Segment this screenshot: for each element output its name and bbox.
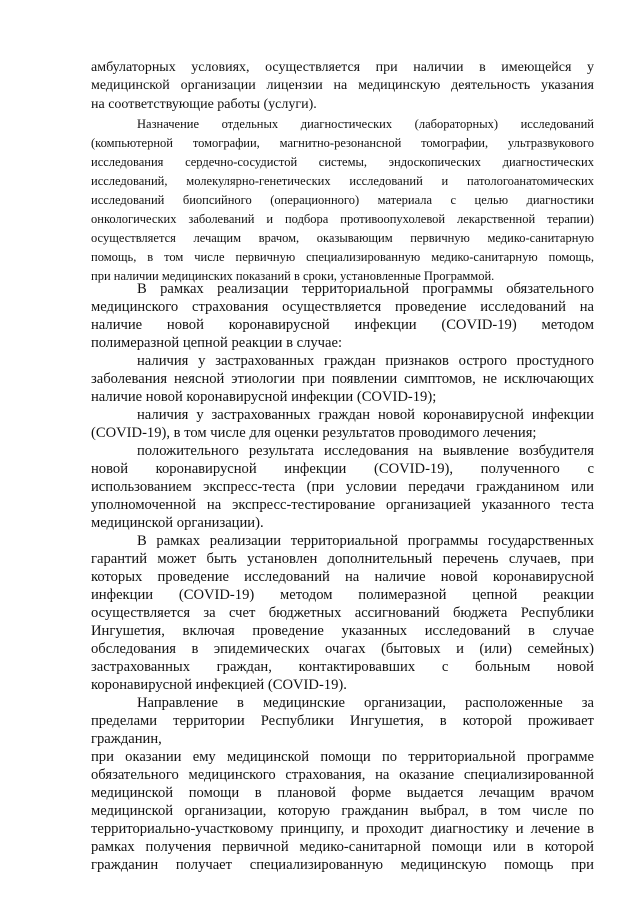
word: Республики — [260, 713, 334, 729]
word: при — [375, 60, 398, 75]
text-line — [137, 696, 594, 711]
word: осуществляется — [91, 231, 176, 245]
word: с — [441, 659, 449, 675]
word: установлен — [247, 551, 318, 567]
word: государственных — [487, 533, 594, 549]
word: застрахованных — [211, 407, 311, 423]
word: при — [91, 749, 114, 765]
word: выдается — [406, 785, 464, 801]
text-line — [137, 444, 594, 459]
text-line — [91, 714, 594, 729]
word: обязательного — [91, 767, 179, 783]
word: острого — [458, 353, 507, 369]
word: проживает — [527, 713, 594, 729]
word: наличие — [374, 569, 426, 585]
text-line — [91, 156, 594, 169]
word: плановой — [277, 785, 336, 801]
text-line — [91, 822, 594, 837]
word: инфекции — [91, 587, 154, 603]
word: использованием — [91, 479, 192, 495]
word: на — [418, 443, 433, 459]
word: программы — [407, 533, 479, 549]
word: граждан, — [216, 659, 272, 675]
word: больным — [474, 659, 531, 675]
word: по — [381, 749, 398, 765]
text-line: коронавирусной инфекцией (COVID-19). — [91, 677, 347, 693]
word: диагностических — [502, 155, 594, 169]
word: экспресс-теста — [203, 479, 296, 495]
word: территориальной — [408, 749, 516, 765]
word: помощи — [320, 749, 371, 765]
text-line — [91, 624, 594, 639]
word: целью — [474, 193, 509, 207]
word: биопсийного — [182, 193, 252, 207]
word: случае — [552, 623, 594, 639]
word: в — [254, 785, 262, 801]
word: медицинского — [91, 299, 179, 315]
word: появлении — [331, 371, 398, 387]
word: проведение — [394, 299, 467, 315]
text-line: гражданин, — [91, 731, 162, 747]
word: застрахованных — [91, 659, 190, 675]
word: исследований — [349, 174, 423, 188]
word: проведение — [252, 623, 324, 639]
text-line — [91, 213, 594, 226]
word: реализации — [209, 533, 282, 549]
word: рамках — [91, 839, 135, 855]
word: наличие — [91, 317, 143, 333]
word: новой — [556, 659, 594, 675]
word: лекарственной — [457, 212, 536, 226]
word: условиях, — [191, 60, 250, 75]
text-line — [91, 840, 594, 855]
word: граждан — [318, 407, 371, 423]
word: патологоанатомических — [467, 174, 594, 188]
word: гражданином — [476, 479, 560, 495]
text-line — [91, 786, 594, 801]
word: числе — [532, 803, 568, 819]
word: реакции — [543, 587, 594, 603]
word: материала — [377, 193, 433, 207]
word: результата — [248, 443, 314, 459]
word: новой — [377, 407, 415, 423]
text-line: медицинской организации). — [91, 515, 264, 531]
word: граждан — [324, 353, 376, 369]
word: лицензии — [266, 78, 323, 93]
word: медицинскую — [400, 857, 487, 873]
word: при — [571, 551, 594, 567]
word: на — [344, 569, 360, 585]
word: (лабораторных) — [414, 117, 499, 131]
text-line: при наличии медицинских показаний в сроки, установленные Программой. — [91, 269, 495, 283]
word: томографии, — [192, 136, 260, 150]
word: медицинского — [188, 767, 276, 783]
word: у — [586, 60, 594, 75]
word: оказание — [399, 767, 455, 783]
word: (COVID-19), — [374, 461, 454, 477]
word: дополнительный — [327, 551, 433, 567]
word: которой — [544, 839, 594, 855]
word: специализированной — [463, 767, 594, 783]
word: (операционного) — [270, 193, 360, 207]
word: территориальной — [290, 533, 399, 549]
word: организацией — [385, 497, 471, 513]
word: в — [479, 60, 486, 75]
word: коронавирусной — [228, 317, 330, 333]
word: диагностических — [300, 117, 393, 131]
word: системы, — [318, 155, 368, 169]
word: расположенные — [465, 695, 563, 711]
word: указанного — [481, 497, 551, 513]
word: молекулярно-генетических — [186, 174, 331, 188]
word: исследования — [91, 155, 164, 169]
word: перечень — [442, 551, 499, 567]
word: лечение — [530, 821, 580, 837]
text-line — [91, 480, 594, 495]
text-line — [91, 318, 594, 333]
word: которой — [462, 713, 512, 729]
text-line — [91, 175, 594, 188]
word: условии — [345, 479, 397, 495]
word: в — [587, 821, 594, 837]
word: организации — [180, 78, 256, 93]
word: цепной — [472, 587, 518, 603]
word: (или) — [479, 641, 513, 657]
word: методом — [541, 317, 594, 333]
word: инфекции — [531, 407, 594, 423]
word: медицинские — [262, 695, 345, 711]
word: в — [147, 250, 154, 264]
word: семейных) — [527, 641, 594, 657]
word: в — [480, 803, 487, 819]
word: новой — [166, 317, 204, 333]
word: Ингушетия, — [349, 713, 424, 729]
word: заболевания — [91, 371, 168, 387]
word: у — [198, 353, 206, 369]
word: новой — [91, 461, 129, 477]
word: в — [237, 695, 244, 711]
word: (COVID-19) — [178, 587, 255, 603]
text-line — [91, 462, 594, 477]
word: и — [266, 212, 274, 226]
word: коронавирусной — [492, 569, 594, 585]
word: ультразвукового — [507, 136, 594, 150]
text-line — [91, 61, 594, 75]
word: противоопухолевой — [340, 212, 446, 226]
text-line — [91, 552, 594, 567]
word: территории — [173, 713, 245, 729]
text-line — [91, 660, 594, 675]
word: счет — [229, 605, 256, 621]
word: указанных — [341, 623, 408, 639]
word: помощи — [431, 839, 483, 855]
word: и — [456, 641, 464, 657]
word: лечащим — [479, 785, 535, 801]
text-line — [91, 606, 594, 621]
word: онкологических — [91, 212, 177, 226]
word: (компьютерной — [91, 136, 173, 150]
text-line: полимеразной цепной реакции в случае: — [91, 335, 343, 351]
text-line — [91, 804, 594, 819]
word: полимеразной — [358, 587, 447, 603]
word: врачом — [550, 785, 594, 801]
word: амбулаторных — [91, 60, 176, 75]
word: уполномоченной — [91, 497, 197, 513]
word: диагностику — [430, 821, 509, 837]
word: медицинской — [91, 78, 170, 93]
word: гражданин — [91, 857, 159, 873]
word: проведение — [157, 569, 229, 585]
word: программе — [526, 749, 594, 765]
word: на — [579, 299, 594, 315]
text-line — [137, 408, 594, 423]
word: контактировавших — [298, 659, 416, 675]
word: помощь, — [91, 250, 137, 264]
word: за — [581, 695, 594, 711]
word: Направление — [137, 695, 218, 711]
text-line — [91, 642, 594, 657]
word: у — [196, 407, 204, 423]
word: В — [137, 281, 147, 297]
word: лечащим — [193, 231, 242, 245]
text-line: наличие новой коронавирусной инфекции (COVID-19); — [91, 389, 437, 405]
word: ему — [192, 749, 216, 765]
word: наличии — [413, 60, 464, 75]
word: оказании — [125, 749, 182, 765]
word: страхования — [192, 299, 269, 315]
text-line — [91, 498, 594, 513]
word: деятельность — [451, 78, 531, 93]
word: наличия — [137, 353, 189, 369]
word: методом — [280, 587, 333, 603]
word: осуществляется — [91, 605, 191, 621]
text-line — [91, 194, 594, 207]
text-line — [91, 768, 594, 783]
word: исключающих — [503, 371, 594, 387]
word: терапии) — [547, 212, 594, 226]
word: помощи — [188, 785, 240, 801]
word: очагах — [325, 641, 366, 657]
word: симптомов, — [404, 371, 476, 387]
word: быть — [206, 551, 237, 567]
word: в — [528, 623, 535, 639]
word: которую — [277, 803, 330, 819]
word: осуществляется — [265, 60, 361, 75]
word: медико-санитарную — [487, 231, 594, 245]
word: экспресс-тестирование — [232, 497, 376, 513]
word: осуществляется — [282, 299, 382, 315]
word: специализированную — [306, 250, 421, 264]
word: получения — [145, 839, 212, 855]
word: медицинскую — [358, 78, 441, 93]
word: коронавирусной — [155, 461, 257, 477]
word: при — [571, 857, 594, 873]
text-line: на соответствующие работы (услуги). — [91, 97, 317, 112]
word: организации, — [184, 803, 267, 819]
word: в — [526, 839, 534, 855]
word: застрахованных — [215, 353, 315, 369]
word: пределами — [91, 713, 158, 729]
text-line — [91, 79, 594, 93]
word: на — [375, 767, 390, 783]
word: гарантий — [91, 551, 148, 567]
word: реализации — [217, 281, 289, 297]
word: эпидемических — [213, 641, 310, 657]
word: с — [587, 461, 594, 477]
word: медицинской — [226, 749, 310, 765]
word: в — [191, 641, 199, 657]
word: обязательного — [506, 281, 594, 297]
word: по — [578, 803, 594, 819]
word: (бытовых — [381, 641, 441, 657]
word: Республики — [520, 605, 594, 621]
word: которых — [91, 569, 143, 585]
word: числе — [194, 250, 225, 264]
text-line — [137, 534, 594, 549]
word: передачи — [408, 479, 465, 495]
word: наличия — [137, 407, 189, 423]
word: программы — [422, 281, 493, 297]
word: Ингушетия, — [91, 623, 165, 639]
word: или — [493, 839, 516, 855]
word: организации, — [364, 695, 447, 711]
word: исследований — [424, 623, 511, 639]
word: Назначение — [137, 117, 200, 131]
word: выявление — [442, 443, 509, 459]
word: (COVID-19) — [441, 317, 517, 333]
word: инфекции — [354, 317, 417, 333]
word: первичную — [410, 231, 470, 245]
word: полученного — [480, 461, 560, 477]
word: включая — [182, 623, 235, 639]
text-line — [91, 137, 594, 150]
word: проходит — [366, 821, 424, 837]
text-line: (COVID-19), в том числе для оценки результатов проводимого лечения; — [91, 425, 537, 441]
text-line — [91, 372, 594, 387]
text-line — [91, 300, 594, 315]
word: положительного — [137, 443, 239, 459]
word: принципу, — [280, 821, 345, 837]
word: случаев, — [508, 551, 561, 567]
word: признаков — [385, 353, 449, 369]
word: том — [498, 803, 521, 819]
word: исследований — [244, 569, 330, 585]
word: не — [482, 371, 497, 387]
text-line — [91, 251, 594, 264]
text-line — [137, 282, 594, 297]
word: на — [206, 497, 222, 513]
word: и — [351, 821, 360, 837]
word: первичную — [235, 250, 296, 264]
word: медицинской — [91, 785, 174, 801]
word: рамках — [156, 533, 201, 549]
word: простудного — [516, 353, 594, 369]
word: медико-санитарную — [431, 250, 538, 264]
word: медицинской — [91, 803, 174, 819]
word: и — [515, 821, 524, 837]
word: исследования — [323, 443, 409, 459]
word: исследований — [520, 117, 594, 131]
word: подбора — [284, 212, 329, 226]
word: новой — [440, 569, 478, 585]
word: теста — [561, 497, 594, 513]
word: территориальной — [301, 281, 410, 297]
word: сердечно-сосудистой — [185, 155, 298, 169]
word: помощь — [504, 857, 554, 873]
word: врачом, — [258, 231, 300, 245]
word: оказывающим — [316, 231, 393, 245]
word: возбудителя — [518, 443, 594, 459]
word: гражданин — [341, 803, 409, 819]
word: исследований — [480, 299, 566, 315]
text-line — [137, 118, 594, 131]
word: и — [441, 174, 449, 188]
word: за — [203, 605, 216, 621]
text-line — [91, 858, 594, 873]
word: диагностики — [526, 193, 594, 207]
word: первичной — [222, 839, 289, 855]
text-line — [137, 354, 594, 369]
word: имеющейся — [501, 60, 572, 75]
word: бюджета — [453, 605, 508, 621]
word: исследований — [91, 193, 165, 207]
text-line — [91, 588, 594, 603]
word: на — [333, 78, 348, 93]
word: с — [450, 193, 457, 207]
word: коронавирусной — [422, 407, 524, 423]
word: территориально-участковому — [91, 821, 274, 837]
word: эндоскопических — [388, 155, 481, 169]
word: магнитно-резонансной — [279, 136, 402, 150]
word: исследований, — [91, 174, 168, 188]
word: инфекции — [284, 461, 347, 477]
word: том — [164, 250, 184, 264]
text-line — [91, 570, 594, 585]
word: в — [439, 713, 447, 729]
word: обследования — [91, 641, 176, 657]
word: этиологии — [231, 371, 296, 387]
text-line — [91, 232, 594, 245]
word: выбрал, — [419, 803, 469, 819]
word: указания — [540, 78, 594, 93]
word: рамках — [160, 281, 204, 297]
word: (при — [306, 479, 335, 495]
word: неясной — [173, 371, 225, 387]
word: при — [301, 371, 325, 387]
word: бюджетных — [268, 605, 342, 621]
word: томографии, — [421, 136, 489, 150]
word: медико-санитарной — [299, 839, 421, 855]
text-line — [91, 750, 594, 765]
word: специализированную — [249, 857, 383, 873]
word: помощь, — [548, 250, 594, 264]
word: отдельных — [221, 117, 279, 131]
word: или — [571, 479, 594, 495]
word: ассигнований — [354, 605, 440, 621]
word: форме — [351, 785, 392, 801]
word: может — [157, 551, 197, 567]
word: страхования, — [285, 767, 366, 783]
word: заболеваний — [188, 212, 255, 226]
word: получает — [175, 857, 233, 873]
word: В — [137, 533, 147, 549]
